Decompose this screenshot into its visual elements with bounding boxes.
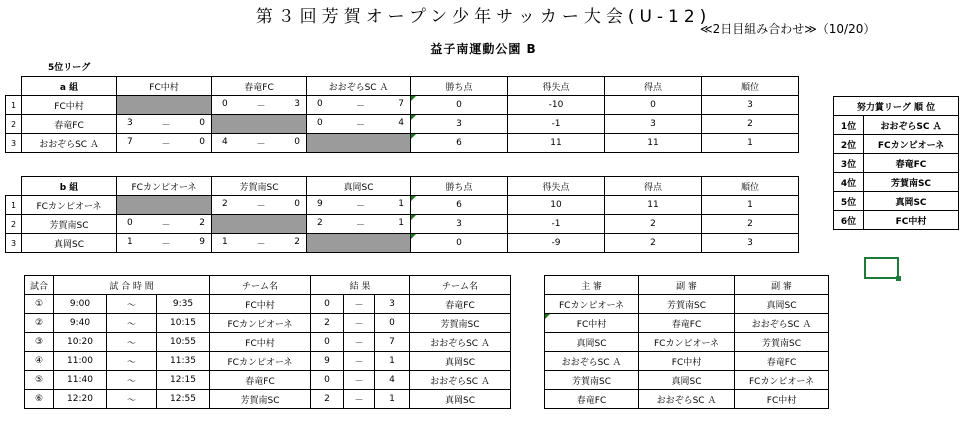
ranking-row: [834, 192, 959, 211]
match-score-cell: [212, 234, 307, 253]
rank-cell: 3: [702, 96, 799, 115]
self-match-cell: [117, 196, 212, 215]
referee-row: [545, 333, 829, 352]
away-team: 真岡SC: [410, 390, 511, 409]
away-score: 7: [375, 333, 410, 352]
ranking-row: [834, 154, 959, 173]
header-team2: チーム名: [410, 276, 511, 295]
ranking-title: 努力賞リーグ 順 位: [834, 97, 959, 116]
row-number: 2: [6, 215, 22, 234]
goal-diff-cell: 11: [508, 134, 605, 153]
referee-cell: 真岡SC: [735, 295, 829, 314]
start-time: 11:40: [54, 371, 107, 390]
league-table-a: [5, 76, 799, 153]
referee-cell: FCカンピオーネ: [639, 333, 735, 352]
away-team: 真岡SC: [410, 352, 511, 371]
referee-cell: 春竜FC: [639, 314, 735, 333]
score-dash: －: [161, 220, 171, 231]
match-score-cell: [117, 215, 212, 234]
score-away: 0: [199, 117, 205, 128]
ranking-team: 真岡SC: [864, 192, 959, 211]
score-away: 1: [398, 217, 404, 228]
row-number: 3: [6, 134, 22, 153]
home-team: FCカンピオーネ: [210, 314, 311, 333]
goal-diff-cell: -9: [508, 234, 605, 253]
schedule-row: [25, 352, 511, 371]
self-match-cell: [117, 96, 212, 115]
schedule-row: [25, 333, 511, 352]
page-title: 第３回芳賀オープン少年サッカー大会(U-12): [255, 7, 712, 27]
score-home: 0: [317, 117, 323, 128]
referee-row: [545, 314, 829, 333]
match-number: ④: [25, 352, 54, 371]
score-dash: －: [355, 220, 365, 231]
row-number: 2: [6, 115, 22, 134]
ranking-position: 1位: [834, 116, 864, 135]
referee-cell: FC中村: [735, 390, 829, 409]
home-team: FCカンピオーネ: [210, 352, 311, 371]
row-team: 真岡SC: [22, 234, 117, 253]
ranking-position: 5位: [834, 192, 864, 211]
match-number: ②: [25, 314, 54, 333]
score-dash: －: [355, 201, 365, 212]
referee-row: [545, 371, 829, 390]
score-away: 2: [294, 236, 300, 247]
time-tilde: ～: [107, 333, 157, 352]
away-team: おおぞらSC Ａ: [410, 333, 511, 352]
score-home: 0: [222, 98, 228, 109]
rank-cell: 2: [702, 215, 799, 234]
match-score-cell: [212, 134, 307, 153]
match-number: ⑥: [25, 390, 54, 409]
stat-header: 得点: [605, 77, 702, 96]
home-score: 2: [311, 314, 344, 333]
away-score: 1: [375, 352, 410, 371]
referee-cell: 芳賀南SC: [735, 333, 829, 352]
ranking-team: 芳賀南SC: [864, 173, 959, 192]
score-home: 7: [127, 136, 133, 147]
rank-cell: 1: [702, 196, 799, 215]
self-match-cell: [307, 234, 411, 253]
team-header: 芳賀南SC: [212, 177, 307, 196]
points-cell: 3: [411, 215, 508, 234]
header-team1: チーム名: [210, 276, 311, 295]
ranking-row: [834, 135, 959, 154]
referee-header: 副 審: [735, 276, 829, 295]
referee-table: [544, 275, 829, 409]
away-team: 春竜FC: [410, 295, 511, 314]
ranking-row: [834, 173, 959, 192]
rank-cell: 3: [702, 234, 799, 253]
ranking-team: 春竜FC: [864, 154, 959, 173]
ranking-team: おおぞらSC Ａ: [864, 116, 959, 135]
score-away: 4: [398, 117, 404, 128]
stat-header: 得点: [605, 177, 702, 196]
score-home: 9: [317, 198, 323, 209]
match-score-cell: [307, 96, 411, 115]
end-time: 11:35: [157, 352, 210, 371]
referee-cell: おおぞらSC Ａ: [639, 390, 735, 409]
home-team: FC中村: [210, 295, 311, 314]
team-header: おおぞらSC Ａ: [307, 77, 411, 96]
ranking-row: [834, 116, 959, 135]
home-score: 0: [311, 333, 344, 352]
match-number: ③: [25, 333, 54, 352]
home-team: 春竜FC: [210, 371, 311, 390]
referee-cell: 春竜FC: [545, 390, 639, 409]
score-home: 2: [222, 198, 228, 209]
referee-row: [545, 352, 829, 371]
venue-label: 益子南運動公園 B: [430, 42, 537, 56]
ranking-position: 4位: [834, 173, 864, 192]
goal-diff-cell: -10: [508, 96, 605, 115]
schedule-row: [25, 390, 511, 409]
match-score-cell: [117, 115, 212, 134]
points-cell: 0: [411, 234, 508, 253]
ranking-position: 2位: [834, 135, 864, 154]
score-dash: －: [256, 239, 266, 250]
points-cell: 3: [411, 115, 508, 134]
match-number: ⑤: [25, 371, 54, 390]
selected-cell[interactable]: [864, 257, 899, 279]
score-home: 1: [127, 236, 133, 247]
row-number: 1: [6, 196, 22, 215]
ranking-team: FCカンピオーネ: [864, 135, 959, 154]
match-score-cell: [307, 115, 411, 134]
self-match-cell: [212, 115, 307, 134]
header-time: 試 合 時 間: [54, 276, 210, 295]
score-away: 0: [294, 136, 300, 147]
group-label: a 組: [22, 77, 117, 96]
stat-header: 順位: [702, 177, 799, 196]
score-home: 0: [127, 217, 133, 228]
team-header: 春竜FC: [212, 77, 307, 96]
score-away: 7: [398, 98, 404, 109]
goals-cell: 11: [605, 196, 702, 215]
stat-header: 得失点: [508, 177, 605, 196]
end-time: 12:55: [157, 390, 210, 409]
end-time: 12:15: [157, 371, 210, 390]
team-header: 真岡SC: [307, 177, 411, 196]
schedule-table: [24, 275, 511, 409]
header-result: 結 果: [311, 276, 410, 295]
away-score: 0: [375, 314, 410, 333]
score-dash: －: [161, 139, 171, 150]
goals-cell: 3: [605, 115, 702, 134]
referee-cell: 芳賀南SC: [545, 371, 639, 390]
stat-header: 順位: [702, 77, 799, 96]
away-score: 1: [375, 390, 410, 409]
league-row: [6, 115, 799, 134]
referee-cell: FCカンピオーネ: [545, 295, 639, 314]
stat-header: 得失点: [508, 77, 605, 96]
group-label: b 組: [22, 177, 117, 196]
points-cell: 6: [411, 196, 508, 215]
row-team: おおぞらSC Ａ: [22, 134, 117, 153]
match-score-cell: [117, 234, 212, 253]
rank-cell: 1: [702, 134, 799, 153]
end-time: 10:55: [157, 333, 210, 352]
league-row: [6, 215, 799, 234]
referee-cell: FCカンピオーネ: [735, 371, 829, 390]
referee-cell: FC中村: [639, 352, 735, 371]
time-tilde: ～: [107, 352, 157, 371]
match-score-cell: [212, 96, 307, 115]
score-dash: －: [161, 120, 171, 131]
corner-cell: [6, 177, 22, 196]
points-cell: 0: [411, 96, 508, 115]
goal-diff-cell: -1: [508, 115, 605, 134]
score-away: 2: [199, 217, 205, 228]
away-team: 芳賀南SC: [410, 314, 511, 333]
self-match-cell: [212, 215, 307, 234]
row-number: 1: [6, 96, 22, 115]
goals-cell: 2: [605, 234, 702, 253]
referee-header: 副 審: [639, 276, 735, 295]
schedule-row: [25, 295, 511, 314]
row-number: 3: [6, 234, 22, 253]
start-time: 10:20: [54, 333, 107, 352]
row-team: FCカンピオーネ: [22, 196, 117, 215]
schedule-row: [25, 371, 511, 390]
start-time: 9:00: [54, 295, 107, 314]
ranking-position: 3位: [834, 154, 864, 173]
match-score-cell: [117, 134, 212, 153]
score-dash: －: [256, 139, 266, 150]
team-header: FC中村: [117, 77, 212, 96]
score-home: 3: [127, 117, 133, 128]
row-team: FC中村: [22, 96, 117, 115]
row-team: 芳賀南SC: [22, 215, 117, 234]
score-dash: －: [355, 101, 365, 112]
ranking-table: [833, 96, 959, 230]
goal-diff-cell: 10: [508, 196, 605, 215]
league-row: [6, 96, 799, 115]
referee-cell: FC中村: [545, 314, 639, 333]
referee-row: [545, 295, 829, 314]
end-time: 9:35: [157, 295, 210, 314]
stat-header: 勝ち点: [411, 77, 508, 96]
referee-cell: おおぞらSC Ａ: [735, 314, 829, 333]
score-away: 3: [294, 98, 300, 109]
home-score: 9: [311, 352, 344, 371]
match-score-cell: [212, 196, 307, 215]
result-dash: －: [344, 371, 375, 390]
result-dash: －: [344, 390, 375, 409]
corner-cell: [6, 77, 22, 96]
home-score: 0: [311, 371, 344, 390]
home-score: 2: [311, 390, 344, 409]
league-row: [6, 196, 799, 215]
result-dash: －: [344, 314, 375, 333]
time-tilde: ～: [107, 371, 157, 390]
referee-header: 主 審: [545, 276, 639, 295]
match-score-cell: [307, 215, 411, 234]
time-tilde: ～: [107, 314, 157, 333]
time-tilde: ～: [107, 295, 157, 314]
score-dash: －: [355, 120, 365, 131]
start-time: 11:00: [54, 352, 107, 371]
league-table-b: [5, 176, 799, 253]
goals-cell: 11: [605, 134, 702, 153]
match-number: ①: [25, 295, 54, 314]
referee-row: [545, 390, 829, 409]
referee-cell: 真岡SC: [639, 371, 735, 390]
result-dash: －: [344, 295, 375, 314]
ranking-position: 6位: [834, 211, 864, 230]
start-time: 12:20: [54, 390, 107, 409]
home-team: 芳賀南SC: [210, 390, 311, 409]
goals-cell: 0: [605, 96, 702, 115]
league-row: [6, 134, 799, 153]
league-label: 5位リーグ: [48, 63, 91, 73]
ranking-team: FC中村: [864, 211, 959, 230]
ranking-row: [834, 211, 959, 230]
score-away: 0: [294, 198, 300, 209]
team-header: FCカンピオーネ: [117, 177, 212, 196]
league-row: [6, 234, 799, 253]
home-team: FC中村: [210, 333, 311, 352]
score-away: 9: [199, 236, 205, 247]
score-home: 4: [222, 136, 228, 147]
end-time: 10:15: [157, 314, 210, 333]
referee-cell: 芳賀南SC: [639, 295, 735, 314]
row-team: 春竜FC: [22, 115, 117, 134]
self-match-cell: [307, 134, 411, 153]
referee-cell: おおぞらSC Ａ: [545, 352, 639, 371]
goals-cell: 2: [605, 215, 702, 234]
match-score-cell: [307, 196, 411, 215]
away-score: 3: [375, 295, 410, 314]
page-subtitle: ≪2日目組み合わせ≫（10/20）: [700, 22, 876, 36]
away-score: 4: [375, 371, 410, 390]
score-dash: －: [161, 239, 171, 250]
score-home: 2: [317, 217, 323, 228]
time-tilde: ～: [107, 390, 157, 409]
score-home: 1: [222, 236, 228, 247]
referee-cell: 真岡SC: [545, 333, 639, 352]
score-dash: －: [256, 101, 266, 112]
stat-header: 勝ち点: [411, 177, 508, 196]
score-dash: －: [256, 201, 266, 212]
points-cell: 6: [411, 134, 508, 153]
result-dash: －: [344, 333, 375, 352]
goal-diff-cell: -1: [508, 215, 605, 234]
score-away: 1: [398, 198, 404, 209]
header-match: 試合: [25, 276, 54, 295]
start-time: 9:40: [54, 314, 107, 333]
away-team: おおぞらSC Ａ: [410, 371, 511, 390]
result-dash: －: [344, 352, 375, 371]
rank-cell: 2: [702, 115, 799, 134]
schedule-row: [25, 314, 511, 333]
score-away: 0: [199, 136, 205, 147]
referee-cell: 春竜FC: [735, 352, 829, 371]
home-score: 0: [311, 295, 344, 314]
score-home: 0: [317, 98, 323, 109]
